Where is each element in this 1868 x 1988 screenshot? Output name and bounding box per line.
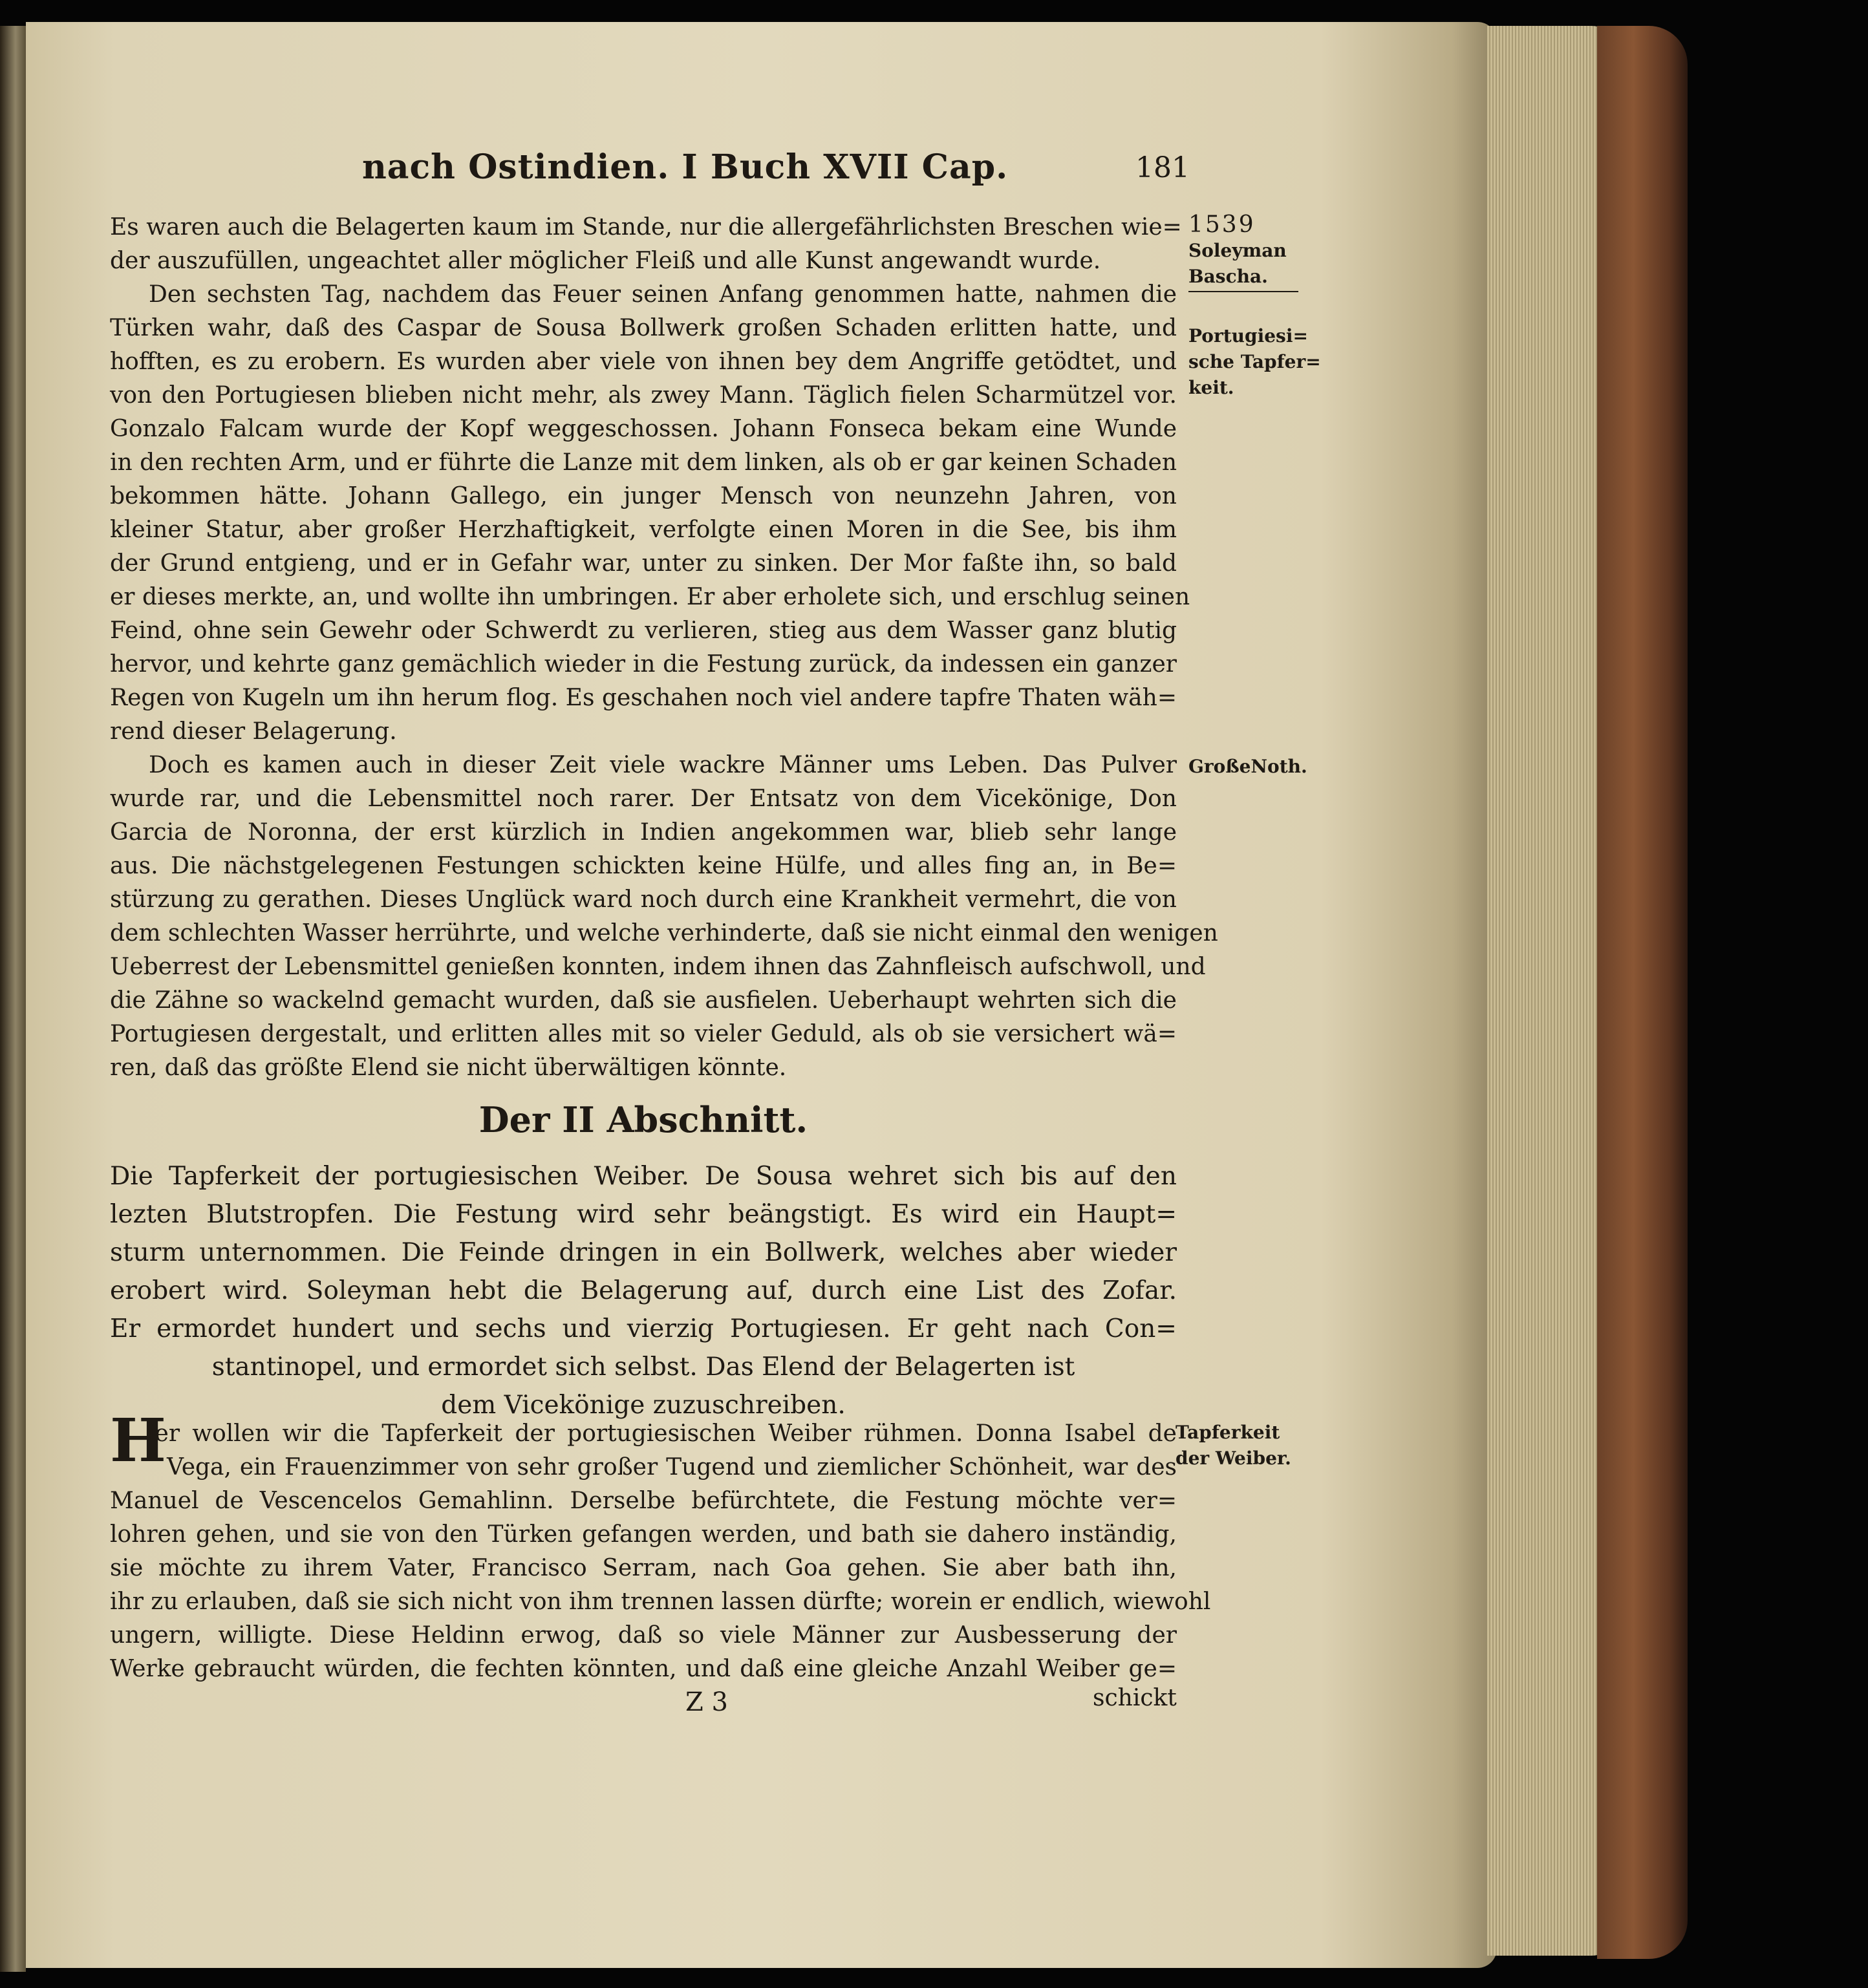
text-line: Garcia de Noronna, der erst kürzlich in Indien angekommen war, blieb sehr lange: [110, 819, 1177, 846]
text-line: Den sechsten Tag, nachdem das Feuer seinen Anfang genommen hatte, nahmen die: [149, 281, 1177, 308]
text-line: rend dieser Belagerung.: [110, 718, 397, 745]
text-line: Doch es kamen auch in dieser Zeit viele wackre Männer ums Leben. Das Pulver: [149, 752, 1177, 778]
margin-text: Tapferkeit: [1176, 1422, 1280, 1443]
text-line: ihr zu erlauben, daß sie sich nicht von ihm trennen lassen dürfte; worein er endlich, wiewohl: [110, 1588, 1211, 1615]
margin-text: GroßeNoth.: [1188, 756, 1307, 777]
text-line: der auszufüllen, ungeachtet aller möglicher Fleiß und alle Kunst angewandt wurde.: [110, 248, 1101, 274]
final-paragraph-opening: [147, 1417, 1177, 1484]
margin-note-hardship: [1188, 754, 1318, 780]
text-line: Regen von Kugeln um ihn herum flog. Es geschahen noch viel andere tapfre Thaten wäh=: [110, 685, 1177, 711]
text-line: kleiner Statur, aber großer Herzhaftigkeit, verfolgte einen Moren in die See, bis ihm: [110, 517, 1177, 543]
text-line: er dieses merkte, an, und wollte ihn umbringen. Er aber erholete sich, und erschlug seinen: [110, 584, 1190, 610]
margin-note-year-soleyman: [1188, 212, 1318, 306]
text-line: Gonzalo Falcam wurde der Kopf weggeschossen. Johann Fonseca bekam eine Wunde: [110, 416, 1177, 442]
text-line: ier wollen wir die Tapferkeit der portugiesischen Weiber rühmen. Donna Isabel de: [147, 1420, 1177, 1447]
text-line: bekommen hätte. Johann Gallego, ein junger Mensch von neunzehn Jahren, von: [110, 483, 1177, 509]
section-summary: [110, 1157, 1177, 1424]
paragraph-1: [110, 211, 1182, 278]
text-line: hofften, es zu erobern. Es wurden aber viele von ihnen bey dem Angriffe getödtet, und: [110, 348, 1177, 375]
text-line: ungern, willigte. Diese Heldinn erwog, daß so viele Männer zur Ausbesserung der: [110, 1622, 1177, 1649]
brace-line: [1188, 291, 1298, 306]
final-paragraph: [110, 1484, 1211, 1686]
text-line: hervor, und kehrte ganz gemächlich wieder in die Festung zurück, da indessen ein ganzer: [110, 651, 1177, 678]
text-line: stürzung zu gerathen. Dieses Unglück ward noch durch eine Krankheit vermehrt, die von: [110, 886, 1177, 913]
margin-text: sche Tapfer=: [1188, 351, 1321, 372]
facing-page-edge: [0, 26, 26, 1972]
margin-note-women: [1176, 1420, 1305, 1471]
text-line: lohren gehen, und sie von den Türken gefangen werden, und bath sie dahero inständig,: [110, 1521, 1177, 1548]
margin-text: Portugiesi=: [1188, 325, 1308, 347]
text-line: ren, daß das größte Elend sie nicht überwältigen könnte.: [110, 1054, 787, 1081]
summary-line: Er ermordet hundert und sechs und vierzig Portugiesen. Er geht nach Con=: [110, 1314, 1177, 1343]
text-line: dem schlechten Wasser herrührte, und welche verhinderte, daß sie nicht einmal den wenigen: [110, 920, 1218, 946]
text-line: Manuel de Vescencelos Gemahlinn. Derselbe befürchtete, die Festung möchte ver=: [110, 1488, 1177, 1514]
drop-cap: H: [110, 1405, 166, 1475]
text-line: der Grund entgieng, und er in Gefahr war, unter zu sinken. Der Mor faßte ihn, so bald: [110, 550, 1177, 577]
text-line: in den rechten Arm, und er führte die Lanze mit dem linken, als ob er gar keinen Schaden: [110, 449, 1177, 476]
text-line: aus. Die nächstgelegenen Festungen schickten keine Hülfe, und alles fing an, in Be=: [110, 853, 1177, 879]
text-line: sie möchte zu ihrem Vater, Francisco Serram, nach Goa gehen. Sie aber bath ihn,: [110, 1555, 1177, 1581]
margin-year: 1539: [1188, 211, 1256, 238]
summary-line: sturm unternommen. Die Feinde dringen in ein Bollwerk, welches aber wieder: [110, 1238, 1177, 1267]
text-line: von den Portugiesen blieben nicht mehr, als zwey Mann. Täglich fielen Scharmützel vor.: [110, 382, 1177, 409]
summary-line: stantinopel, und ermordet sich selbst. Das Elend der Belagerten ist: [211, 1352, 1075, 1382]
section-heading: Der II Abschnitt.: [478, 1099, 808, 1140]
margin-note-bravery: [1188, 323, 1321, 401]
paragraph-2: [110, 278, 1190, 749]
paragraph-3: [110, 749, 1218, 1085]
catchword: schickt: [1093, 1685, 1177, 1711]
text-line: wurde rar, und die Lebensmittel noch rarer. Der Entsatz von dem Vicekönige, Don: [110, 786, 1177, 812]
signature-mark: Z 3: [685, 1687, 728, 1717]
text-line: Portugiesen dergestalt, und erlitten alles mit so vieler Geduld, als ob sie versichert wä=: [110, 1021, 1177, 1047]
page-number: 181: [1135, 151, 1190, 184]
summary-line: erobert wird. Soleyman hebt die Belagerung auf, durch eine List des Zofar.: [110, 1276, 1177, 1305]
running-head: [362, 147, 1190, 199]
text-line: Feind, ohne sein Gewehr oder Schwerdt zu verlieren, stieg aus dem Wasser ganz blutig: [110, 617, 1177, 644]
margin-text: keit.: [1188, 377, 1234, 398]
summary-line: dem Vicekönige zuzuschreiben.: [441, 1391, 846, 1420]
text-line: Ueberrest der Lebensmittel genießen konnten, indem ihnen das Zahnfleisch aufschwoll, und: [110, 954, 1206, 980]
text-line: Es waren auch die Belagerten kaum im Stande, nur die allergefährlichsten Breschen wie=: [110, 214, 1182, 240]
margin-text: der Weiber.: [1176, 1448, 1291, 1469]
text-line: Vega, ein Frauenzimmer von sehr großer Tugend und ziemlicher Schönheit, war des: [167, 1454, 1177, 1480]
text-line: Türken wahr, daß des Caspar de Sousa Bollwerk großen Schaden erlitten hatte, und: [110, 315, 1177, 341]
margin-text: Soleyman: [1188, 240, 1287, 261]
summary-line: Die Tapferkeit der portugiesischen Weiber. De Sousa wehret sich bis auf den: [110, 1162, 1177, 1191]
leather-cover: [1597, 26, 1688, 1959]
running-title: nach Ostindien. I Buch XVII Cap.: [362, 147, 1009, 187]
text-line: Werke gebraucht würden, die fechten könnten, und daß eine gleiche Anzahl Weiber ge=: [110, 1656, 1177, 1682]
summary-line: lezten Blutstropfen. Die Festung wird sehr beängstigt. Es wird ein Haupt=: [110, 1200, 1177, 1229]
text-line: die Zähne so wackelnd gemacht wurden, daß sie ausfielen. Ueberhaupt wehrten sich die: [110, 987, 1177, 1014]
margin-text: Bascha.: [1188, 266, 1268, 287]
